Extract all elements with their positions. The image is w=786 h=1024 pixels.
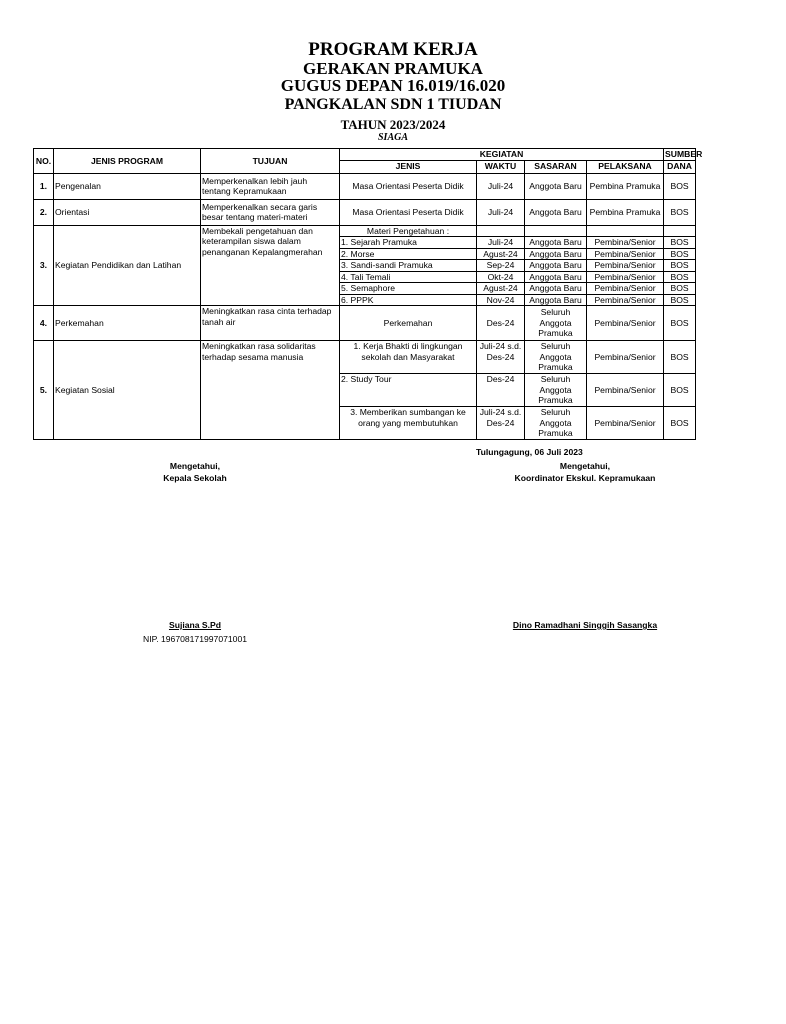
item-jenis: 5. Semaphore [340,283,477,295]
doc-subtitle: GERAKAN PRAMUKA [303,59,483,78]
table-row [34,173,696,199]
row-program: Perkemahan [54,306,201,341]
table-row [34,306,696,341]
row-tujuan: Memperkenalkan secara garis besar tentang materi-materi [201,199,340,225]
left-name-text: Sujiana S.Pd [168,620,222,630]
row-pelaksana: Pembina Pramuka [587,173,664,199]
item-sasaran: Anggota Baru [525,283,587,295]
item-pelaksana: Pembina/Senior [587,374,664,407]
row-pelaksana: Pembina/Senior [587,306,664,341]
header-sumber: SUMBER [665,149,703,159]
item-dana: BOS [664,283,696,295]
row-program: Kegiatan Sosial [54,341,201,440]
row-dana: BOS [664,199,696,225]
item-dana: BOS [664,407,696,440]
item-pelaksana: Pembina/Senior [587,260,664,272]
place-date: Tulungagung, 06 Juli 2023 [476,447,583,457]
row-no: 1. [34,173,54,199]
item-jenis: 2. Study Tour [340,374,477,407]
row-program: Pengenalan [54,173,201,199]
item-jenis: 2. Morse [340,248,477,260]
table-row [34,341,696,374]
item-sasaran: Anggota Baru [525,248,587,260]
item-sasaran: Seluruh Anggota Pramuka [525,341,587,374]
empty-cell [477,225,525,237]
item-dana: BOS [664,248,696,260]
header-pelaksana: PELAKSANA [587,160,664,173]
row-jenis: Perkemahan [340,306,477,341]
item-sasaran: Anggota Baru [525,271,587,283]
item-jenis: 1. Kerja Bhakti di lingkungan sekolah dan Masyarakat [340,341,477,374]
row-program: Orientasi [54,199,201,225]
item-sasaran: Anggota Baru [525,294,587,306]
item-jenis: 4. Tali Temali [340,271,477,283]
item-jenis: 3. Sandi-sandi Pramuka [340,260,477,272]
header-kegiatan: KEGIATAN [340,149,664,161]
item-waktu: Juli-24 [477,237,525,249]
item-dana: BOS [664,294,696,306]
row-program: Kegiatan Pendidikan dan Latihan [54,225,201,306]
right-name-text: Dino Ramadhani Singgih Sasangka [512,620,658,630]
row-no: 5. [34,341,54,440]
header-jenis: JENIS [340,160,477,173]
header-no: NO. [34,149,54,174]
row-tujuan: Meningkatkan rasa cinta terhadap tanah air [201,306,340,341]
item-waktu: Nov-24 [477,294,525,306]
item-pelaksana: Pembina/Senior [587,294,664,306]
left-label1: Mengetahui, [169,461,221,471]
row-tujuan: Membekali pengetahuan dan keterampilan siswa dalam penanganan Kepalangmerahan [201,225,340,306]
program-table [33,148,703,440]
row-dana: BOS [664,306,696,341]
row-waktu: Juli-24 [477,199,525,225]
item-sasaran: Anggota Baru [525,260,587,272]
item-dana: BOS [664,374,696,407]
item-sasaran: Seluruh Anggota Pramuka [525,407,587,440]
row-sasaran: Anggota Baru [525,173,587,199]
item-waktu: Juli-24 s.d. Des-24 [477,341,525,374]
right-label1: Mengetahui, [559,461,611,471]
item-waktu: Sep-24 [477,260,525,272]
empty-cell [587,225,664,237]
item-pelaksana: Pembina/Senior [587,341,664,374]
empty-cell [664,225,696,237]
row-jenis: Masa Orientasi Peserta Didik [340,199,477,225]
item-dana: BOS [664,341,696,374]
item-jenis: 1. Sejarah Pramuka [340,237,477,249]
item-sasaran: Seluruh Anggota Pramuka [525,374,587,407]
item-waktu: Agust-24 [477,248,525,260]
item-waktu: Juli-24 s.d. Des-24 [477,407,525,440]
item-jenis: 6. PPPK [340,294,477,306]
left-label2: Kepala Sekolah [163,473,227,483]
table-row [34,199,696,225]
item-dana: BOS [664,260,696,272]
item-waktu: Des-24 [477,374,525,407]
item-pelaksana: Pembina/Senior [587,237,664,249]
pangkalan: PANGKALAN SDN 1 TIUDAN [284,96,502,113]
item-pelaksana: Pembina/Senior [587,271,664,283]
row-tujuan: Meningkatkan rasa solidaritas terhadap sesama manusia [201,341,340,440]
row-tujuan: Memperkenalkan lebih jauh tentang Kepramukaan [201,173,340,199]
item-pelaksana: Pembina/Senior [587,248,664,260]
row-waktu: Des-24 [477,306,525,341]
item-dana: BOS [664,237,696,249]
item-waktu: Agust-24 [477,283,525,295]
row-sasaran: Anggota Baru [525,199,587,225]
header-jenis-program: JENIS PROGRAM [54,149,201,174]
row-waktu: Juli-24 [477,173,525,199]
item-sasaran: Anggota Baru [525,237,587,249]
item-dana: BOS [664,271,696,283]
materi-label: Materi Pengetahuan : [340,225,477,237]
right-label2: Koordinator Ekskul. Kepramukaan [514,473,656,483]
header-dana: DANA [664,160,696,173]
document-header [0,40,786,144]
row-no: 4. [34,306,54,341]
header-sasaran: SASARAN [525,160,587,173]
row-jenis: Masa Orientasi Peserta Didik [340,173,477,199]
left-signatory-name [120,620,270,630]
item-pelaksana: Pembina/Senior [587,407,664,440]
item-waktu: Okt-24 [477,271,525,283]
item-jenis: 3. Memberikan sumbangan ke orang yang membutuhkan [340,407,477,440]
row-no: 2. [34,199,54,225]
gugus-depan: GUGUS DEPAN 16.019/16.020 [280,76,506,95]
row-no: 3. [34,225,54,306]
header-waktu: WAKTU [477,160,525,173]
doc-title: PROGRAM KERJA [308,39,478,60]
row-dana: BOS [664,173,696,199]
left-nip: NIP. 196708171997071001 [142,634,248,644]
golongan: SIAGA [377,132,408,143]
right-signatory-name [490,620,680,630]
item-pelaksana: Pembina/Senior [587,283,664,295]
empty-cell [525,225,587,237]
header-tujuan: TUJUAN [201,149,340,174]
tahun: TAHUN 2023/2024 [340,117,446,132]
row-sasaran: Seluruh Anggota Pramuka [525,306,587,341]
row-pelaksana: Pembina Pramuka [587,199,664,225]
table-row [34,225,696,237]
